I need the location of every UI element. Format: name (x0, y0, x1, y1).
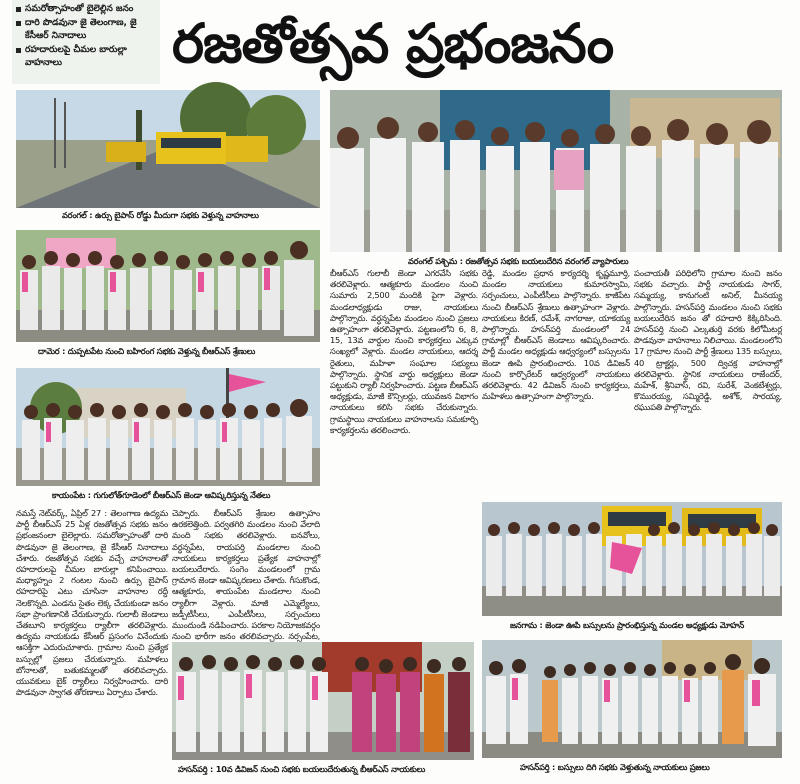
photo-janagama-buses (482, 502, 782, 616)
article-column: పంచాయతీ పరిధిలోని గ్రామాల నుంచి జనం సభకు వచ్చారు. పార్టీ నాయకుడు సాగర్, సమ్మయ్య, కానుగంటి అనిల్, మీనయ్య పాల్గొన్నారు. హసన్‌పర్తి మండలం నుంచి సభకు బయలుదేరిన జనం తో రహదారి కిక్కిరిసింది. హసన్‌పర్తి నుంచి ఎల్కతుర్తి వరకు కిలోమీటర్ల పొడవునా వాహనాలు నిలిచాయి. మండలంలోని 17 గ్రామాల నుంచి పార్టీ శ్రేణులు 135 బస్సులు, 40 ట్రాక్టర్లు, 500 ద్విచక్ర వాహనాల్లో తరలివెళ్లారు. స్థానిక నాయకులు రాజేందర్, మహేశ్, శ్రీనివాస్, రవి, సురేశ్, వెంకటేశ్వర్లు, కొమురయ్య, సమ్మిరెడ్డి, అశోక్, సారయ్య, రఘుపతి పాల్గొన్నారు. (634, 268, 782, 413)
headline: రజతోత్సవ ప్రభంజనం (172, 11, 614, 75)
photo-caption: కాయంపేట : గుగులోత్‌గూడెంలో బీఆర్ఎస్ జెండా ఆవిష్కరిస్తున్న నేతలు (52, 490, 271, 500)
photo-damera-group (16, 230, 320, 342)
highlight-item: దారి పొడవునా జై తెలంగాణ, జై కేసీఆర్ నినాదాలు (15, 17, 157, 44)
highlights-list (15, 3, 157, 71)
highlight-item: సమరోత్సాహంతో బైలెల్లిన జనం (15, 3, 157, 17)
photo-hasanparthy-people (482, 640, 782, 758)
photo-caption: జనగామ : జెండా ఊపి బస్సులను ప్రారంభిస్తున్న మండల అధ్యక్షుడు మోహన్ (510, 620, 745, 630)
article-column: బీఆర్ఎస్ గులాబీ జెండా ఎగరవేసి సభకు తరలివెళ్లారు. ఆత్మకూరు మండలం నుంచి సుమారు 2,500 మందికి పైగా వెళ్లారు. మండలాధ్యక్షుడు రాజు, నాయకులు పాల్గొన్నారు. వర్ధన్నపేట మండలం నుంచి ప్రజలు ఉత్సాహంగా తరలివెళ్లారు. పట్టణంలోని 6, 8, 15, 13వ వార్డుల నుంచి కార్యకర్తలు ఎక్కువ సంఖ్యలో వెళ్లారు. మండల నాయకులు, ఆదర్శ రైతులు, మహిళా సంఘాల సభ్యులు పాల్గొన్నారు. స్థానిక వార్డు అధ్యక్షులు జెండా పట్టుకుని ర్యాలీ నిర్వహించారు. పట్టణ బీఆర్ఎస్ అధ్యక్షుడు, మాజీ కౌన్సిలర్లు, యువజన విభాగం నాయకులు కలిసి సభకు చేరుకున్నారు. గ్రామస్థాయి నాయకులు వాహనాలను సమకూర్చి కార్యకర్తలను తరలించారు. (330, 268, 478, 435)
article-column: నమస్తే నెట్‌వర్క్, ఏప్రిల్ 27 : తెలంగాణ ఉద్యమ పార్టీ బీఆర్ఎస్ 25 ఏళ్ల రజతోత్సవ సభకు జనం ప్రభంజనంలా బైలెల్లారు. సమరోత్సాహంతో దారి పొడవునా జై తెలంగాణ, జై కేసీఆర్ నినాదాలు చేశారు. రజతోత్సవ సభకు వచ్చే వాహనాలతో రహదారులపై చీమల బారుల్లా కనిపించాయి. మధ్యాహ్నం 2 గంటల నుంచి ఉర్సు బైపాస్ రహదారిపై ఎటు చూసినా వాహనాల రద్దీ నెలకొన్నది. ఎండను సైతం లెక్క చేయకుండా జనం సభా ప్రాంగణానికి చేరుకున్నారు. గులాబీ జెండాలు చేతబూని కార్యకర్తలు ర్యాలీగా తరలివెళ్లారు. ఉద్యమ నాయకుడు కేసీఆర్ ప్రసంగం వినేందుకు ఆసక్తిగా ఎదురుచూశారు. గ్రామాల నుంచి ప్రత్యేక బస్సుల్లో ప్రజలు చేరుకున్నారు. మహిళలు బోనాలతో, బతుకమ్మలతో తరలివచ్చారు. యువకులు బైక్ ర్యాలీలు నిర్వహించారు. దారి పొడవునా స్వాగత తోరణాలు ఏర్పాటు చేశారు. (16, 508, 168, 698)
article-column: చెప్పారు. బీఆర్ఎస్ శ్రేణుల ఉత్సాహం ఉరకలెత్తింది. పర్వతగిరి మండలం నుంచి వేలాది మంది సభకు తరలివెళ్లారు. ఐనవోలు, వర్ధన్నపేట, రాయపర్తి మండలాల నుంచి నాయకులు కార్యకర్తలు ప్రత్యేక వాహనాల్లో బయలుదేరారు. సంగెం మండలంలో గ్రామ గ్రామాన జెండా ఆవిష్కరణలు చేశారు. గీసుకొండ, ఆత్మకూరు, శాయంపేట మండలాల నుంచి ర్యాలీగా వెళ్లారు. మాజీ ఎమ్మెల్యేలు, జడ్పీటీసీలు, ఎంపీటీసీలు, సర్పంచులు ముందుండి నడిపించారు. పరకాల నియోజకవర్గం నుంచి భారీగా జనం తరలివచ్చారు. నర్సంపేట, (172, 508, 320, 642)
highlight-item: రహదారులపై చీమల బారుల్లా వాహనాలు (15, 44, 157, 71)
photo-highway-vehicles (16, 90, 320, 208)
photo-caption: హసన్‌పర్తి : బస్సులు దిగి సభకు వెళ్తుతున్న నాయకులు ప్రజలు (520, 762, 710, 772)
photo-flag-hoisting (16, 368, 320, 486)
photo-division-leaders (172, 642, 474, 760)
photo-merchants-group (330, 90, 782, 252)
photo-caption: వరంగల్ : ఉర్సు బైపాస్ రోడ్డు మీదుగా సభకు వెళ్తున్న వాహనాలు (62, 210, 259, 220)
photo-caption: దామెర : దుప్పటపేట నుంచి బహిరంగ సభకు వెళ్తున్న బీఆర్ఎస్ శ్రేణులు (38, 346, 256, 356)
highlights-box (12, 0, 160, 84)
photo-caption: హసన్‌పర్తి : 10వ డివిజన్ నుంచి సభకు బయలుదేరుతున్న బీఆర్ఎస్ నాయకులు (178, 764, 426, 774)
photo-caption: వరంగల్ పశ్చిమ : రజతోత్సవ సభకు బయలుదేరిన వరంగల్ వ్యాపారులు (408, 256, 629, 266)
article-column: రెడ్డి, మండల ప్రధాన కార్యదర్శి కృష్ణమూర్తి, మండల నాయకులు కుమారస్వామి, సర్పంచులు, ఎంపీటీసీలు పాల్గొన్నారు. కాజీపేట నుంచి బీఆర్ఎస్ శ్రేణులు ఉత్సాహంగా వెళ్లారు. నాయకులు కిరణ్, రమేశ్, నాగరాజు, యాకయ్య పాల్గొన్నారు. హసన్‌పర్తి మండలంలో 24 గ్రామాల్లో బీఆర్ఎస్ జెండాలు ఆవిష్కరించారు. పార్టీ మండల అధ్యక్షుడు ఆధ్వర్యంలో బస్సులను జెండా ఊపి ప్రారంభించారు. 10వ డివిజన్ నుంచి కార్పొరేటర్ ఆధ్వర్యంలో నాయకులు తరలివెళ్లారు. 42 డివిజన్ నుంచి కార్యకర్తలు, మహిళలు ఉత్సాహంగా పాల్గొన్నారు. (482, 268, 630, 402)
